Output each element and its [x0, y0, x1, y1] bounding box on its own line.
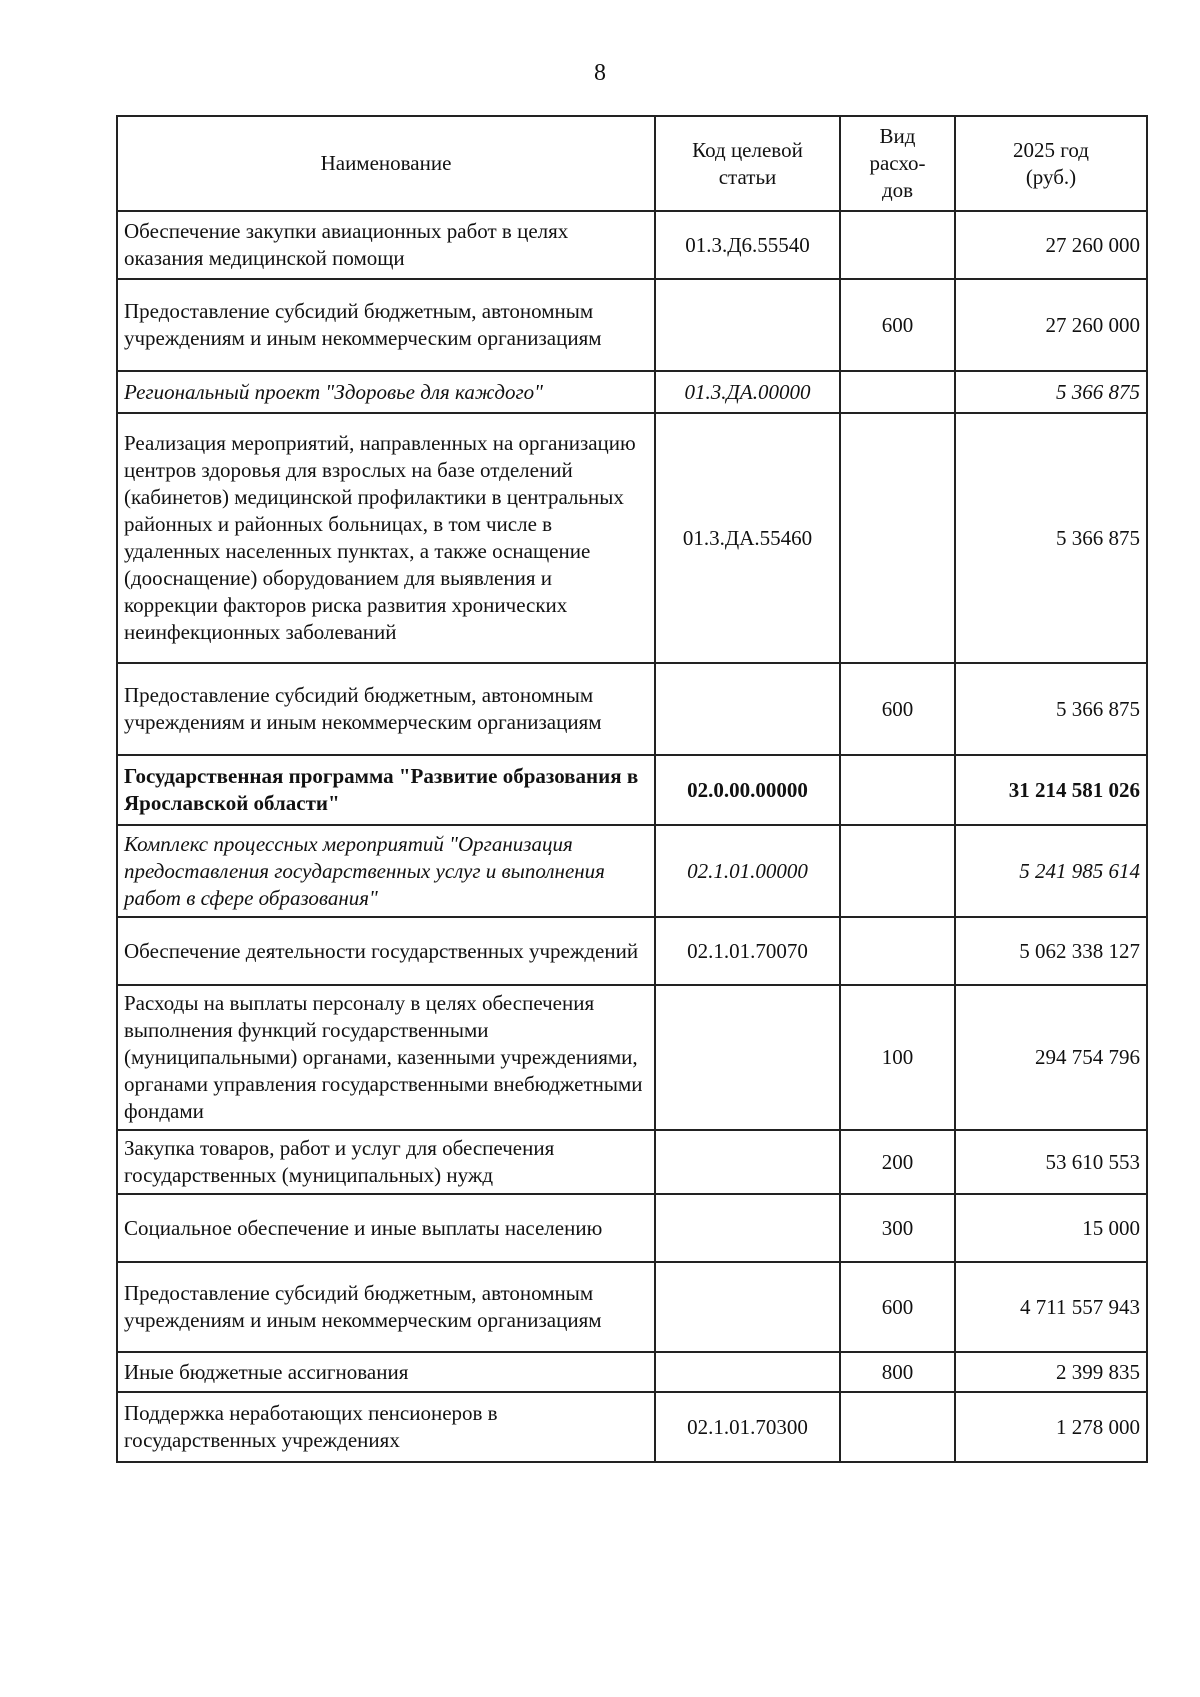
kind-cell: 200: [840, 1130, 955, 1194]
table-row: [117, 755, 1147, 825]
name-cell: Реализация мероприятий, направленных на организацию центров здоровья для взрослых на базе отделений (кабинетов) медицинской профилактики в центральных районных и районных больницах, в том числе в удаленных населенных пунктах, а также оснащение (дооснащение) оборудованием для выявления и коррекции факторов риска развития хронических неинфекционных заболеваний: [117, 413, 655, 663]
header-sum: 2025 год (руб.): [955, 116, 1147, 211]
table-row: [117, 825, 1147, 917]
code-cell: [655, 1194, 840, 1262]
kind-cell: [840, 917, 955, 985]
sum-cell: 5 366 875: [955, 371, 1147, 413]
table-row: [117, 663, 1147, 755]
table-row: [117, 413, 1147, 663]
sum-cell: 2 399 835: [955, 1352, 1147, 1392]
sum-cell: 27 260 000: [955, 279, 1147, 371]
kind-cell: 300: [840, 1194, 955, 1262]
sum-cell: 27 260 000: [955, 211, 1147, 279]
kind-cell: 100: [840, 985, 955, 1130]
name-cell: Иные бюджетные ассигнования: [117, 1352, 655, 1392]
code-cell: 02.1.01.00000: [655, 825, 840, 917]
kind-cell: [840, 413, 955, 663]
kind-cell: [840, 825, 955, 917]
code-cell: [655, 1352, 840, 1392]
code-cell: [655, 663, 840, 755]
sum-cell: 5 241 985 614: [955, 825, 1147, 917]
name-cell: Обеспечение деятельности государственных учреждений: [117, 917, 655, 985]
page-number: 8: [594, 60, 606, 86]
code-cell: 02.1.01.70070: [655, 917, 840, 985]
header-name: Наименование: [117, 116, 655, 211]
code-cell: [655, 1262, 840, 1352]
sum-cell: 1 278 000: [955, 1392, 1147, 1462]
table-row: [117, 1262, 1147, 1352]
name-cell: Региональный проект "Здоровье для каждого": [117, 371, 655, 413]
name-cell: Расходы на выплаты персоналу в целях обеспечения выполнения функций государственными (муниципальными) органами, казенными учреждениями, органами управления государственными внебюджетными фондами: [117, 985, 655, 1130]
name-cell: Обеспечение закупки авиационных работ в целях оказания медицинской помощи: [117, 211, 655, 279]
table-row: [117, 1194, 1147, 1262]
sum-cell: 5 366 875: [955, 663, 1147, 755]
sum-cell: 5 366 875: [955, 413, 1147, 663]
name-cell: Социальное обеспечение и иные выплаты населению: [117, 1194, 655, 1262]
code-cell: [655, 279, 840, 371]
sum-cell: 4 711 557 943: [955, 1262, 1147, 1352]
table-row: [117, 985, 1147, 1130]
code-cell: 02.0.00.00000: [655, 755, 840, 825]
name-cell: Предоставление субсидий бюджетным, автономным учреждениям и иным некоммерческим организациям: [117, 1262, 655, 1352]
code-cell: 02.1.01.70300: [655, 1392, 840, 1462]
sum-cell: 294 754 796: [955, 985, 1147, 1130]
sum-cell: 53 610 553: [955, 1130, 1147, 1194]
code-cell: 01.3.ДА.55460: [655, 413, 840, 663]
kind-cell: [840, 371, 955, 413]
code-cell: 01.3.Д6.55540: [655, 211, 840, 279]
kind-cell: [840, 1392, 955, 1462]
sum-cell: 31 214 581 026: [955, 755, 1147, 825]
kind-cell: 600: [840, 279, 955, 371]
name-cell: Предоставление субсидий бюджетным, автономным учреждениям и иным некоммерческим организациям: [117, 663, 655, 755]
kind-cell: 800: [840, 1352, 955, 1392]
table-header-row: [117, 116, 1147, 211]
sum-cell: 5 062 338 127: [955, 917, 1147, 985]
header-code: Код целевой статьи: [655, 116, 840, 211]
table-row: [117, 917, 1147, 985]
header-kind: Вид расхо- дов: [840, 116, 955, 211]
name-cell: Комплекс процессных мероприятий "Организация предоставления государственных услуг и выполнения работ в сфере образования": [117, 825, 655, 917]
table-row: [117, 1130, 1147, 1194]
code-cell: [655, 985, 840, 1130]
sum-cell: 15 000: [955, 1194, 1147, 1262]
name-cell: Поддержка неработающих пенсионеров в государственных учреждениях: [117, 1392, 655, 1462]
code-cell: 01.3.ДА.00000: [655, 371, 840, 413]
table-row: [117, 1392, 1147, 1462]
name-cell: Предоставление субсидий бюджетным, автономным учреждениям и иным некоммерческим организациям: [117, 279, 655, 371]
table-row: [117, 211, 1147, 279]
name-cell: Государственная программа "Развитие образования в Ярославской области": [117, 755, 655, 825]
kind-cell: [840, 755, 955, 825]
table-row: [117, 371, 1147, 413]
kind-cell: 600: [840, 1262, 955, 1352]
code-cell: [655, 1130, 840, 1194]
table-row: [117, 1352, 1147, 1392]
kind-cell: [840, 211, 955, 279]
budget-table: [116, 115, 1148, 1463]
name-cell: Закупка товаров, работ и услуг для обеспечения государственных (муниципальных) нужд: [117, 1130, 655, 1194]
table-row: [117, 279, 1147, 371]
kind-cell: 600: [840, 663, 955, 755]
